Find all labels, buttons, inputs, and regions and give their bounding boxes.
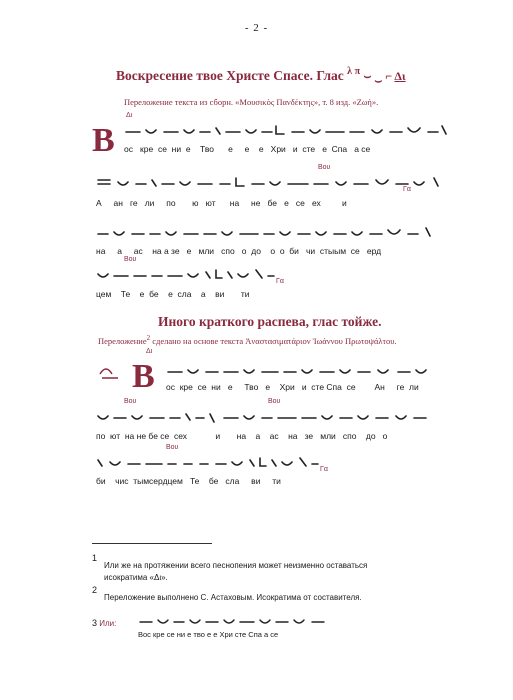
lyric-line-7: би чис тымсердцем Те бе сла ви ти bbox=[96, 476, 281, 486]
footnote-divider bbox=[92, 543, 212, 544]
lyric-line-3: на а ас на а зе е мли спо о до о о би чи стыым се ерд bbox=[96, 246, 382, 256]
drop-cap-letter-2: В bbox=[132, 358, 155, 395]
section1-title bbox=[116, 66, 406, 84]
lyric-line-5: ос кре се ни е Тво е Хри и сте Спа се Ан ге ли bbox=[166, 382, 419, 392]
section1-subtitle: Переложение текста из сборн. «Μουσικὸς Πανδέκτης», т. 8 изд. «Ζωή». bbox=[124, 97, 379, 107]
ga-mark-3: Γα bbox=[320, 466, 328, 473]
section2-title: Иного краткого распева, глас тойже. bbox=[158, 314, 382, 329]
di-mark: Δι bbox=[126, 112, 133, 119]
ga-mark: Γα bbox=[403, 186, 411, 193]
footnote-1-text-2: исократима «Δι». bbox=[104, 573, 168, 582]
lyric-line-1: ос кре се ни е Тво е е е Хри и сте е Спа а се bbox=[124, 144, 371, 154]
neume-row-2 bbox=[96, 172, 456, 194]
vou-mark-2: Βου bbox=[124, 256, 137, 263]
page-number: - 2 - bbox=[244, 22, 269, 34]
vou-mark-4: Βου bbox=[268, 398, 281, 405]
mode-neume-icon: ⌣ ‿ ⌐ Δι bbox=[363, 69, 406, 83]
drop-cap-letter: В bbox=[92, 122, 115, 159]
neume-row-3 bbox=[96, 222, 456, 244]
footnote-1-text: Или же на протяжении всего песнопения может неизменно оставаться bbox=[104, 561, 368, 570]
neume-row-1 bbox=[124, 120, 454, 142]
neume-row-6 bbox=[96, 406, 436, 428]
ga-mark-2: Γα bbox=[276, 278, 284, 285]
neume-row-5-lead bbox=[96, 360, 126, 382]
neume-row-4 bbox=[96, 264, 296, 286]
neume-row-5 bbox=[166, 360, 446, 382]
lyric-line-2: А ан ге ли по ю ют на не бе е се ех и bbox=[96, 198, 347, 208]
footnote-2-text: Переложение выполнено С. Астаховым. Исократима от составителя. bbox=[104, 593, 362, 602]
mode-sign-icon: λ π bbox=[347, 66, 361, 77]
footnote-3-text: Вос кре се ни е тво е е Хри сте Спа а се bbox=[138, 630, 279, 639]
footnote-2: 2 bbox=[92, 585, 98, 595]
footnote-3: 3 Или: bbox=[92, 618, 117, 628]
vou-mark: Βου bbox=[318, 164, 331, 171]
lyric-line-6: по ют на не бе се сех и на а ас на зе мли спо до о bbox=[96, 431, 388, 441]
section2-subtitle: Переложение$^2$ сделано на основе текста Ἀναστασιματάριον Ἰωάννου Πρωτοψάλτου. bbox=[98, 334, 397, 346]
di-mark-2: Δι bbox=[146, 348, 153, 355]
footnote-1: 1 bbox=[92, 553, 98, 563]
section1-title-text: Воскресение твое Христе Спасе. Глас bbox=[116, 68, 344, 83]
lyric-line-4: цем Те е бе е сла а ви ти bbox=[96, 289, 250, 299]
vou-mark-3: Βου bbox=[124, 398, 137, 405]
vou-mark-5: Βου bbox=[166, 444, 179, 451]
neume-row-7 bbox=[96, 452, 346, 474]
